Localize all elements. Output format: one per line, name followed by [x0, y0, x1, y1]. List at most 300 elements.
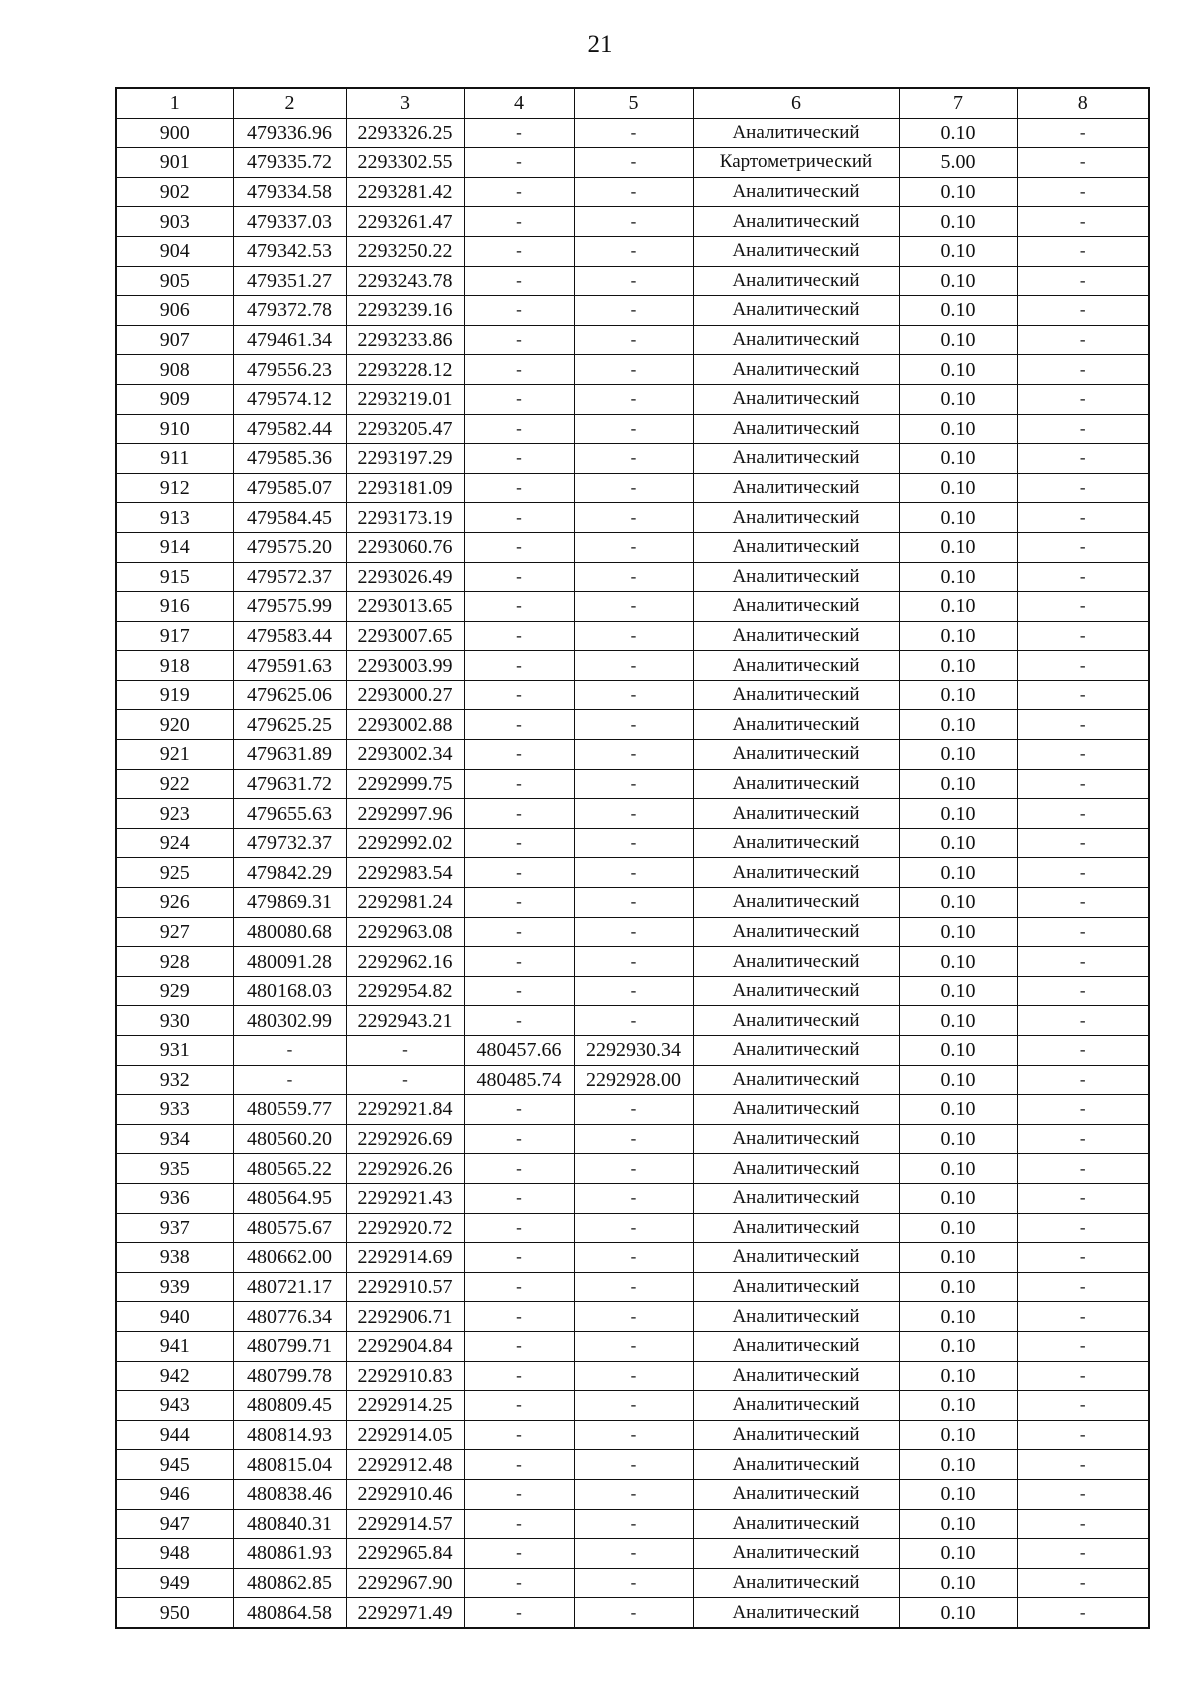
x-coordinate-alt-cell: -	[464, 1598, 574, 1628]
accuracy-cell: 0.10	[899, 1213, 1017, 1243]
accuracy-cell: 0.10	[899, 325, 1017, 355]
description-cell: -	[1017, 651, 1149, 681]
accuracy-cell: 0.10	[899, 1154, 1017, 1184]
method-cell: Аналитический	[693, 740, 899, 770]
x-coordinate-alt-cell: -	[464, 414, 574, 444]
x-coordinate-alt-cell: -	[464, 118, 574, 148]
x-coordinate-cell: 480814.93	[233, 1420, 346, 1450]
x-coordinate-alt-cell: -	[464, 1450, 574, 1480]
accuracy-cell: 0.10	[899, 1095, 1017, 1125]
x-coordinate-cell: 480809.45	[233, 1391, 346, 1421]
table-row	[116, 1095, 1149, 1125]
method-cell: Аналитический	[693, 947, 899, 977]
accuracy-cell: 0.10	[899, 651, 1017, 681]
description-cell: -	[1017, 1331, 1149, 1361]
table-row	[116, 296, 1149, 326]
accuracy-cell: 0.10	[899, 473, 1017, 503]
description-cell: -	[1017, 1124, 1149, 1154]
point-number-cell: 937	[116, 1213, 233, 1243]
x-coordinate-alt-cell: -	[464, 1420, 574, 1450]
y-coordinate-cell: 2292971.49	[346, 1598, 464, 1628]
y-coordinate-alt-cell: -	[574, 325, 693, 355]
description-cell: -	[1017, 1568, 1149, 1598]
y-coordinate-cell: -	[346, 1036, 464, 1066]
accuracy-cell: 0.10	[899, 976, 1017, 1006]
y-coordinate-alt-cell: -	[574, 1095, 693, 1125]
x-coordinate-alt-cell: -	[464, 503, 574, 533]
method-cell: Аналитический	[693, 976, 899, 1006]
y-coordinate-cell: 2292921.43	[346, 1183, 464, 1213]
x-coordinate-alt-cell: -	[464, 236, 574, 266]
column-header: 5	[574, 88, 693, 118]
y-coordinate-alt-cell: -	[574, 888, 693, 918]
accuracy-cell: 0.10	[899, 769, 1017, 799]
y-coordinate-cell: 2292943.21	[346, 1006, 464, 1036]
description-cell: -	[1017, 444, 1149, 474]
x-coordinate-cell: 480662.00	[233, 1243, 346, 1273]
x-coordinate-cell: 479342.53	[233, 236, 346, 266]
accuracy-cell: 0.10	[899, 858, 1017, 888]
description-cell: -	[1017, 917, 1149, 947]
method-cell: Аналитический	[693, 680, 899, 710]
accuracy-cell: 0.10	[899, 266, 1017, 296]
method-cell: Аналитический	[693, 1361, 899, 1391]
method-cell: Аналитический	[693, 1391, 899, 1421]
x-coordinate-cell: 479732.37	[233, 828, 346, 858]
table-row	[116, 148, 1149, 178]
accuracy-cell: 0.10	[899, 355, 1017, 385]
description-cell: -	[1017, 118, 1149, 148]
description-cell: -	[1017, 1154, 1149, 1184]
description-cell: -	[1017, 296, 1149, 326]
y-coordinate-alt-cell: -	[574, 651, 693, 681]
accuracy-cell: 0.10	[899, 1450, 1017, 1480]
accuracy-cell: 0.10	[899, 1539, 1017, 1569]
x-coordinate-cell: 479556.23	[233, 355, 346, 385]
x-coordinate-cell: 479337.03	[233, 207, 346, 237]
point-number-cell: 901	[116, 148, 233, 178]
x-coordinate-alt-cell: -	[464, 888, 574, 918]
table-body	[116, 118, 1149, 1628]
table-row	[116, 1568, 1149, 1598]
point-number-cell: 902	[116, 177, 233, 207]
y-coordinate-cell: 2292965.84	[346, 1539, 464, 1569]
method-cell: Аналитический	[693, 1036, 899, 1066]
y-coordinate-cell: 2292921.84	[346, 1095, 464, 1125]
y-coordinate-alt-cell: -	[574, 1302, 693, 1332]
description-cell: -	[1017, 1065, 1149, 1095]
method-cell: Аналитический	[693, 414, 899, 444]
y-coordinate-cell: 2293228.12	[346, 355, 464, 385]
y-coordinate-cell: 2293326.25	[346, 118, 464, 148]
x-coordinate-cell: 479334.58	[233, 177, 346, 207]
x-coordinate-alt-cell: 480485.74	[464, 1065, 574, 1095]
x-coordinate-alt-cell: -	[464, 1006, 574, 1036]
accuracy-cell: 0.10	[899, 1420, 1017, 1450]
point-number-cell: 900	[116, 118, 233, 148]
description-cell: -	[1017, 1006, 1149, 1036]
y-coordinate-alt-cell: -	[574, 148, 693, 178]
description-cell: -	[1017, 532, 1149, 562]
y-coordinate-cell: 2292904.84	[346, 1331, 464, 1361]
x-coordinate-cell: 479575.99	[233, 592, 346, 622]
accuracy-cell: 0.10	[899, 236, 1017, 266]
accuracy-cell: 0.10	[899, 680, 1017, 710]
column-header: 8	[1017, 88, 1149, 118]
x-coordinate-cell: 479585.36	[233, 444, 346, 474]
x-coordinate-alt-cell: -	[464, 266, 574, 296]
x-coordinate-cell: 479351.27	[233, 266, 346, 296]
x-coordinate-alt-cell: -	[464, 325, 574, 355]
x-coordinate-cell: 479575.20	[233, 532, 346, 562]
x-coordinate-cell: 479625.06	[233, 680, 346, 710]
x-coordinate-cell: 479625.25	[233, 710, 346, 740]
y-coordinate-cell: 2292997.96	[346, 799, 464, 829]
x-coordinate-alt-cell: -	[464, 828, 574, 858]
method-cell: Аналитический	[693, 1450, 899, 1480]
point-number-cell: 927	[116, 917, 233, 947]
x-coordinate-cell: 479591.63	[233, 651, 346, 681]
method-cell: Аналитический	[693, 1568, 899, 1598]
y-coordinate-alt-cell: -	[574, 621, 693, 651]
y-coordinate-alt-cell: -	[574, 1243, 693, 1273]
point-number-cell: 920	[116, 710, 233, 740]
x-coordinate-alt-cell: -	[464, 1391, 574, 1421]
point-number-cell: 908	[116, 355, 233, 385]
x-coordinate-cell: 480838.46	[233, 1479, 346, 1509]
y-coordinate-alt-cell: -	[574, 473, 693, 503]
y-coordinate-alt-cell: -	[574, 1331, 693, 1361]
y-coordinate-cell: 2292963.08	[346, 917, 464, 947]
y-coordinate-cell: 2293007.65	[346, 621, 464, 651]
table-row	[116, 1479, 1149, 1509]
point-number-cell: 945	[116, 1450, 233, 1480]
x-coordinate-cell: -	[233, 1036, 346, 1066]
method-cell: Аналитический	[693, 1183, 899, 1213]
x-coordinate-alt-cell: -	[464, 148, 574, 178]
coordinates-table-container	[115, 87, 1148, 1629]
point-number-cell: 938	[116, 1243, 233, 1273]
point-number-cell: 943	[116, 1391, 233, 1421]
table-row	[116, 917, 1149, 947]
y-coordinate-alt-cell: -	[574, 592, 693, 622]
table-row	[116, 1213, 1149, 1243]
x-coordinate-alt-cell: -	[464, 1539, 574, 1569]
point-number-cell: 912	[116, 473, 233, 503]
table-row	[116, 858, 1149, 888]
accuracy-cell: 0.10	[899, 947, 1017, 977]
y-coordinate-cell: 2292914.25	[346, 1391, 464, 1421]
description-cell: -	[1017, 769, 1149, 799]
table-row	[116, 1361, 1149, 1391]
point-number-cell: 911	[116, 444, 233, 474]
point-number-cell: 944	[116, 1420, 233, 1450]
point-number-cell: 929	[116, 976, 233, 1006]
method-cell: Аналитический	[693, 562, 899, 592]
x-coordinate-cell: 479372.78	[233, 296, 346, 326]
table-header-row	[116, 88, 1149, 118]
table-row	[116, 118, 1149, 148]
method-cell: Аналитический	[693, 651, 899, 681]
method-cell: Аналитический	[693, 828, 899, 858]
y-coordinate-alt-cell: -	[574, 1213, 693, 1243]
y-coordinate-alt-cell: 2292930.34	[574, 1036, 693, 1066]
y-coordinate-cell: -	[346, 1065, 464, 1095]
table-row	[116, 1302, 1149, 1332]
table-row	[116, 503, 1149, 533]
y-coordinate-alt-cell: -	[574, 503, 693, 533]
description-cell: -	[1017, 1598, 1149, 1628]
y-coordinate-alt-cell: -	[574, 769, 693, 799]
y-coordinate-alt-cell: -	[574, 236, 693, 266]
method-cell: Аналитический	[693, 1095, 899, 1125]
method-cell: Аналитический	[693, 710, 899, 740]
accuracy-cell: 0.10	[899, 1006, 1017, 1036]
x-coordinate-cell: 479583.44	[233, 621, 346, 651]
y-coordinate-alt-cell: -	[574, 710, 693, 740]
description-cell: -	[1017, 1243, 1149, 1273]
x-coordinate-cell: 480840.31	[233, 1509, 346, 1539]
description-cell: -	[1017, 1509, 1149, 1539]
description-cell: -	[1017, 976, 1149, 1006]
method-cell: Картометрический	[693, 148, 899, 178]
point-number-cell: 909	[116, 384, 233, 414]
y-coordinate-cell: 2292910.83	[346, 1361, 464, 1391]
point-number-cell: 903	[116, 207, 233, 237]
table-row	[116, 562, 1149, 592]
table-row	[116, 1391, 1149, 1421]
y-coordinate-cell: 2292981.24	[346, 888, 464, 918]
x-coordinate-cell: 479336.96	[233, 118, 346, 148]
y-coordinate-cell: 2293197.29	[346, 444, 464, 474]
table-row	[116, 236, 1149, 266]
y-coordinate-cell: 2293243.78	[346, 266, 464, 296]
y-coordinate-alt-cell: -	[574, 1479, 693, 1509]
y-coordinate-cell: 2293250.22	[346, 236, 464, 266]
column-header: 7	[899, 88, 1017, 118]
y-coordinate-cell: 2293281.42	[346, 177, 464, 207]
method-cell: Аналитический	[693, 1479, 899, 1509]
accuracy-cell: 0.10	[899, 1361, 1017, 1391]
method-cell: Аналитический	[693, 1598, 899, 1628]
y-coordinate-cell: 2292912.48	[346, 1450, 464, 1480]
description-cell: -	[1017, 1272, 1149, 1302]
description-cell: -	[1017, 473, 1149, 503]
y-coordinate-alt-cell: -	[574, 1361, 693, 1391]
x-coordinate-alt-cell: -	[464, 1361, 574, 1391]
x-coordinate-cell: 480815.04	[233, 1450, 346, 1480]
accuracy-cell: 0.10	[899, 621, 1017, 651]
accuracy-cell: 0.10	[899, 799, 1017, 829]
point-number-cell: 936	[116, 1183, 233, 1213]
description-cell: -	[1017, 710, 1149, 740]
point-number-cell: 918	[116, 651, 233, 681]
table-row	[116, 680, 1149, 710]
method-cell: Аналитический	[693, 296, 899, 326]
y-coordinate-alt-cell: -	[574, 1420, 693, 1450]
point-number-cell: 940	[116, 1302, 233, 1332]
y-coordinate-alt-cell: -	[574, 1450, 693, 1480]
x-coordinate-alt-cell: -	[464, 355, 574, 385]
method-cell: Аналитический	[693, 118, 899, 148]
table-row	[116, 710, 1149, 740]
x-coordinate-cell: 479631.89	[233, 740, 346, 770]
table-row	[116, 976, 1149, 1006]
y-coordinate-cell: 2292999.75	[346, 769, 464, 799]
x-coordinate-cell: 480564.95	[233, 1183, 346, 1213]
x-coordinate-alt-cell: -	[464, 917, 574, 947]
accuracy-cell: 0.10	[899, 118, 1017, 148]
x-coordinate-alt-cell: -	[464, 1302, 574, 1332]
y-coordinate-cell: 2293002.88	[346, 710, 464, 740]
method-cell: Аналитический	[693, 1124, 899, 1154]
column-header: 6	[693, 88, 899, 118]
point-number-cell: 939	[116, 1272, 233, 1302]
accuracy-cell: 0.10	[899, 888, 1017, 918]
description-cell: -	[1017, 1420, 1149, 1450]
x-coordinate-cell: 479585.07	[233, 473, 346, 503]
method-cell: Аналитический	[693, 769, 899, 799]
table-row	[116, 1065, 1149, 1095]
table-row	[116, 473, 1149, 503]
x-coordinate-alt-cell: -	[464, 207, 574, 237]
point-number-cell: 935	[116, 1154, 233, 1184]
y-coordinate-alt-cell: -	[574, 562, 693, 592]
y-coordinate-cell: 2293233.86	[346, 325, 464, 355]
x-coordinate-alt-cell: -	[464, 473, 574, 503]
method-cell: Аналитический	[693, 1006, 899, 1036]
x-coordinate-alt-cell: -	[464, 444, 574, 474]
method-cell: Аналитический	[693, 325, 899, 355]
y-coordinate-alt-cell: -	[574, 1006, 693, 1036]
method-cell: Аналитический	[693, 473, 899, 503]
description-cell: -	[1017, 592, 1149, 622]
y-coordinate-alt-cell: -	[574, 947, 693, 977]
point-number-cell: 947	[116, 1509, 233, 1539]
point-number-cell: 946	[116, 1479, 233, 1509]
accuracy-cell: 0.10	[899, 414, 1017, 444]
accuracy-cell: 0.10	[899, 1598, 1017, 1628]
accuracy-cell: 0.10	[899, 828, 1017, 858]
x-coordinate-cell: 480799.78	[233, 1361, 346, 1391]
x-coordinate-alt-cell: -	[464, 1154, 574, 1184]
method-cell: Аналитический	[693, 355, 899, 385]
table-row	[116, 828, 1149, 858]
point-number-cell: 919	[116, 680, 233, 710]
x-coordinate-alt-cell: -	[464, 177, 574, 207]
accuracy-cell: 0.10	[899, 1568, 1017, 1598]
y-coordinate-alt-cell: -	[574, 1391, 693, 1421]
accuracy-cell: 0.10	[899, 562, 1017, 592]
point-number-cell: 930	[116, 1006, 233, 1036]
y-coordinate-cell: 2292914.05	[346, 1420, 464, 1450]
accuracy-cell: 0.10	[899, 384, 1017, 414]
description-cell: -	[1017, 207, 1149, 237]
y-coordinate-cell: 2292910.46	[346, 1479, 464, 1509]
accuracy-cell: 0.10	[899, 710, 1017, 740]
x-coordinate-alt-cell: -	[464, 947, 574, 977]
method-cell: Аналитический	[693, 592, 899, 622]
accuracy-cell: 0.10	[899, 1391, 1017, 1421]
y-coordinate-cell: 2293239.16	[346, 296, 464, 326]
x-coordinate-alt-cell: -	[464, 976, 574, 1006]
table-row	[116, 799, 1149, 829]
accuracy-cell: 0.10	[899, 1183, 1017, 1213]
y-coordinate-cell: 2293181.09	[346, 473, 464, 503]
x-coordinate-cell: 480776.34	[233, 1302, 346, 1332]
y-coordinate-alt-cell: -	[574, 740, 693, 770]
point-number-cell: 915	[116, 562, 233, 592]
table-row	[116, 1243, 1149, 1273]
description-cell: -	[1017, 325, 1149, 355]
point-number-cell: 949	[116, 1568, 233, 1598]
x-coordinate-cell: 479869.31	[233, 888, 346, 918]
table-row	[116, 266, 1149, 296]
y-coordinate-cell: 2292954.82	[346, 976, 464, 1006]
x-coordinate-alt-cell: -	[464, 621, 574, 651]
table-row	[116, 769, 1149, 799]
y-coordinate-cell: 2292967.90	[346, 1568, 464, 1598]
method-cell: Аналитический	[693, 1302, 899, 1332]
y-coordinate-cell: 2293002.34	[346, 740, 464, 770]
method-cell: Аналитический	[693, 799, 899, 829]
y-coordinate-alt-cell: -	[574, 177, 693, 207]
y-coordinate-alt-cell: -	[574, 858, 693, 888]
description-cell: -	[1017, 1036, 1149, 1066]
point-number-cell: 916	[116, 592, 233, 622]
description-cell: -	[1017, 1213, 1149, 1243]
accuracy-cell: 0.10	[899, 1479, 1017, 1509]
y-coordinate-alt-cell: -	[574, 680, 693, 710]
x-coordinate-alt-cell: -	[464, 296, 574, 326]
table-row	[116, 740, 1149, 770]
y-coordinate-alt-cell: -	[574, 1124, 693, 1154]
y-coordinate-cell: 2293013.65	[346, 592, 464, 622]
y-coordinate-alt-cell: 2292928.00	[574, 1065, 693, 1095]
table-row	[116, 532, 1149, 562]
x-coordinate-cell: 480862.85	[233, 1568, 346, 1598]
y-coordinate-cell: 2292906.71	[346, 1302, 464, 1332]
x-coordinate-cell: 479461.34	[233, 325, 346, 355]
method-cell: Аналитический	[693, 1243, 899, 1273]
accuracy-cell: 5.00	[899, 148, 1017, 178]
method-cell: Аналитический	[693, 1213, 899, 1243]
x-coordinate-alt-cell: -	[464, 1124, 574, 1154]
description-cell: -	[1017, 858, 1149, 888]
description-cell: -	[1017, 947, 1149, 977]
y-coordinate-cell: 2293205.47	[346, 414, 464, 444]
y-coordinate-cell: 2293026.49	[346, 562, 464, 592]
accuracy-cell: 0.10	[899, 740, 1017, 770]
x-coordinate-cell: 479584.45	[233, 503, 346, 533]
method-cell: Аналитический	[693, 1272, 899, 1302]
description-cell: -	[1017, 1095, 1149, 1125]
y-coordinate-cell: 2292910.57	[346, 1272, 464, 1302]
x-coordinate-alt-cell: -	[464, 680, 574, 710]
description-cell: -	[1017, 503, 1149, 533]
method-cell: Аналитический	[693, 621, 899, 651]
x-coordinate-alt-cell: -	[464, 1243, 574, 1273]
y-coordinate-alt-cell: -	[574, 414, 693, 444]
y-coordinate-cell: 2293261.47	[346, 207, 464, 237]
y-coordinate-alt-cell: -	[574, 1183, 693, 1213]
table-row	[116, 1331, 1149, 1361]
x-coordinate-alt-cell: -	[464, 858, 574, 888]
x-coordinate-cell: 480302.99	[233, 1006, 346, 1036]
x-coordinate-alt-cell: -	[464, 384, 574, 414]
point-number-cell: 924	[116, 828, 233, 858]
table-row	[116, 888, 1149, 918]
